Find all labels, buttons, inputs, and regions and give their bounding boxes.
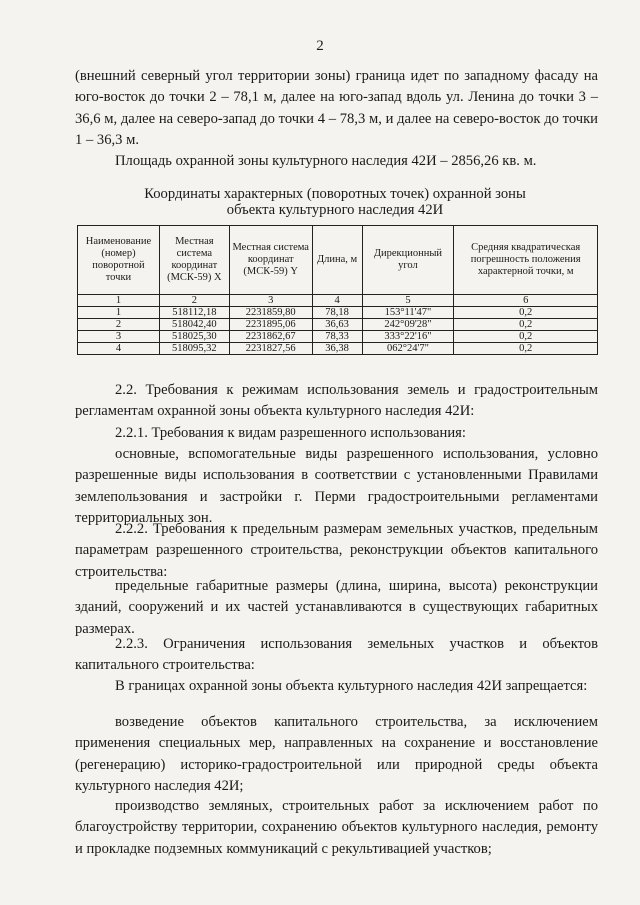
table-title-line2: объекта культурного наследия 42И — [226, 202, 444, 218]
table-cell: 062°24'7" — [362, 343, 454, 355]
table-cell: 5 — [362, 295, 454, 307]
table-row — [78, 307, 598, 319]
table-cell: 518042,40 — [159, 319, 229, 331]
table-cell: 36,63 — [312, 319, 362, 331]
table-cell: 1 — [78, 307, 160, 319]
section-2-2: 2.2. Требования к режимам использования земель и градостроительным регламентам охранной зоны объекта культурного наследия 42И: — [75, 382, 598, 420]
table-cell: 3 — [229, 295, 312, 307]
page-number: 2 — [316, 38, 324, 54]
coordinates-table — [77, 225, 598, 355]
section-2-2-1-text: основные, вспомогательные виды разрешенного использования, условно разрешенные виды использования в соответствии с установленными Правилами землепользования и застройки г. Перми градостроительными регламентами территориальных зон. — [75, 446, 598, 526]
table-cell: 1 — [78, 295, 160, 307]
section-2-2-2: 2.2.2. Требования к предельным размерам земельных участков, предельным параметрам разрешенного строительства, реконструкции объектов капитального строительства: — [75, 521, 598, 580]
table-row — [78, 319, 598, 331]
header-point-name: Наименование (номер) поворотной точки — [78, 226, 160, 295]
prohibited-intro: В границах охранной зоны объекта культурного наследия 42И запрещается: — [115, 678, 588, 694]
table-cell: 0,2 — [454, 319, 598, 331]
table-cell: 6 — [454, 295, 598, 307]
table-cell: 0,2 — [454, 307, 598, 319]
table-cell: 2 — [78, 319, 160, 331]
section-2-2-2-text: предельные габаритные размеры (длина, ширина, высота) реконструкции зданий, сооружений и их частей устанавливаются в существующих габаритных размерах. — [75, 578, 598, 637]
table-cell: 3 — [78, 331, 160, 343]
header-angle: Дирекционный угол — [362, 226, 454, 295]
table-header-row — [78, 226, 598, 295]
table-cell: 2231827,56 — [229, 343, 312, 355]
header-length: Длина, м — [312, 226, 362, 295]
table-cell: 78,33 — [312, 331, 362, 343]
table-cell: 2231862,67 — [229, 331, 312, 343]
table-cell: 2 — [159, 295, 229, 307]
table-cell: 0,2 — [454, 343, 598, 355]
table-cell: 242°09'28" — [362, 319, 454, 331]
table-cell: 518095,32 — [159, 343, 229, 355]
table-title — [100, 186, 570, 218]
table-cell: 78,18 — [312, 307, 362, 319]
header-x: Местная система координат (МСК-59) X — [159, 226, 229, 295]
area-line: Площадь охранной зоны культурного наследия 42И – 2856,26 кв. м. — [115, 153, 537, 169]
intro-paragraph: (внешний северный угол территории зоны) граница идет по западному фасаду на юго-восток до точки 2 – 78,1 м, далее на юго-запад вдоль ул. Ленина до точки 3 – 36,6 м, далее на северо-запад до точки 4 – 78,3 м, и далее на северо-восток до точки 1 – 36,3 м. — [75, 68, 598, 148]
table-cell: 2231859,80 — [229, 307, 312, 319]
prohibited-item-2: производство земляных, строительных работ за исключением работ по благоустройству территории, сохранению объектов культурного наследия, ремонту и прокладке подземных коммуникаций с рекультивацией участков; — [75, 798, 598, 857]
section-2-2-1: 2.2.1. Требования к видам разрешенного использования: — [115, 425, 466, 441]
prohibited-item-1: возведение объектов капитального строительства, за исключением применения специальных мер, направленных на сохранение и восстановление (регенерацию) историко-градостроительной или природной среды объекта культурного наследия 42И; — [75, 714, 598, 794]
table-row — [78, 331, 598, 343]
table-cell: 333°22'16" — [362, 331, 454, 343]
table-cell: 518025,30 — [159, 331, 229, 343]
table-title-line1: Координаты характерных (поворотных точек) охранной зоны — [144, 186, 526, 202]
table-cell: 36,38 — [312, 343, 362, 355]
table-row — [78, 343, 598, 355]
table-cell: 4 — [312, 295, 362, 307]
table-cell: 0,2 — [454, 331, 598, 343]
section-2-2-3: 2.2.3. Ограничения использования земельных участков и объектов капитального строительства: — [75, 636, 598, 674]
table-cell: 2231895,06 — [229, 319, 312, 331]
table-cell: 153°11'47" — [362, 307, 454, 319]
table-index-row — [78, 295, 598, 307]
table-cell: 518112,18 — [159, 307, 229, 319]
table-cell: 4 — [78, 343, 160, 355]
header-error: Средняя квадратическая погрешность положения характерной точки, м — [454, 226, 598, 295]
header-y: Местная система координат (МСК-59) Y — [229, 226, 312, 295]
